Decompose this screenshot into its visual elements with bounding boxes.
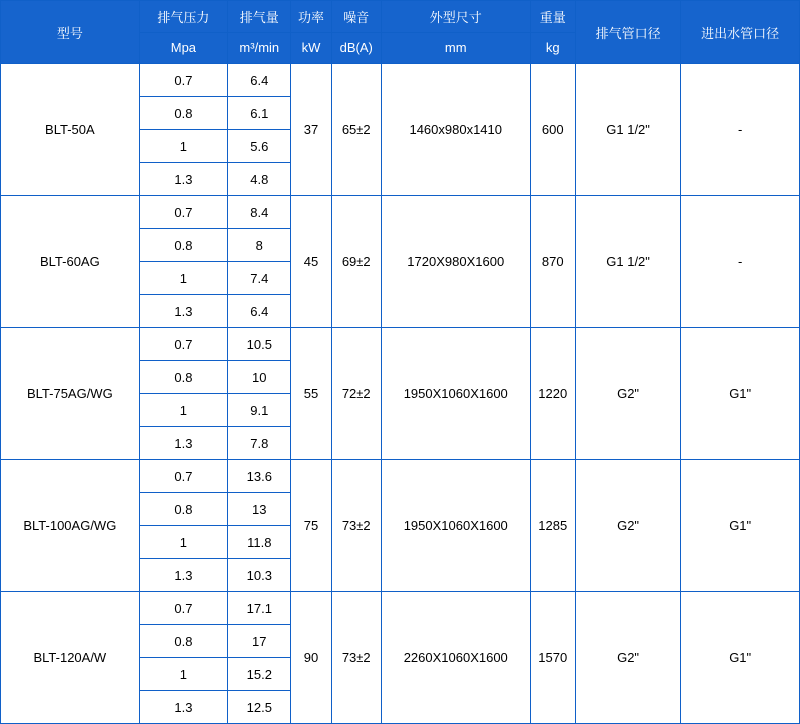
pressure-value: 0.8 xyxy=(139,361,227,394)
pressure-value: 1.3 xyxy=(139,295,227,328)
weight-value: 1570 xyxy=(530,592,575,724)
power-value: 37 xyxy=(291,64,331,196)
dimension-value: 1950X1060X1600 xyxy=(381,328,530,460)
pressure-value: 1 xyxy=(139,526,227,559)
flow-value: 4.8 xyxy=(228,163,291,196)
unit-power: kW xyxy=(291,32,331,64)
flow-value: 10.5 xyxy=(228,328,291,361)
outlet-diameter-value: G2" xyxy=(575,460,681,592)
pressure-value: 0.8 xyxy=(139,493,227,526)
pressure-value: 1.3 xyxy=(139,427,227,460)
power-value: 75 xyxy=(291,460,331,592)
pressure-value: 0.7 xyxy=(139,196,227,229)
flow-value: 6.4 xyxy=(228,64,291,97)
pressure-value: 1 xyxy=(139,130,227,163)
header-flow: 排气量 xyxy=(228,1,291,33)
outlet-diameter-value: G1 1/2" xyxy=(575,196,681,328)
header-power: 功率 xyxy=(291,1,331,33)
flow-value: 7.4 xyxy=(228,262,291,295)
pressure-value: 1 xyxy=(139,262,227,295)
pressure-value: 0.7 xyxy=(139,328,227,361)
noise-value: 65±2 xyxy=(331,64,381,196)
flow-value: 8.4 xyxy=(228,196,291,229)
weight-value: 600 xyxy=(530,64,575,196)
unit-noise: dB(A) xyxy=(331,32,381,64)
power-value: 55 xyxy=(291,328,331,460)
flow-value: 10.3 xyxy=(228,559,291,592)
flow-value: 17 xyxy=(228,625,291,658)
header-outlet-diameter: 排气管口径 xyxy=(575,1,681,64)
flow-value: 10 xyxy=(228,361,291,394)
model-name: BLT-75AG/WG xyxy=(1,328,140,460)
flow-value: 6.4 xyxy=(228,295,291,328)
header-dimension: 外型尺寸 xyxy=(381,1,530,33)
table-row xyxy=(1,64,800,97)
noise-value: 73±2 xyxy=(331,460,381,592)
unit-pressure: Mpa xyxy=(139,32,227,64)
noise-value: 72±2 xyxy=(331,328,381,460)
pressure-value: 0.8 xyxy=(139,229,227,262)
flow-value: 6.1 xyxy=(228,97,291,130)
unit-dimension: mm xyxy=(381,32,530,64)
pressure-value: 0.8 xyxy=(139,625,227,658)
flow-value: 9.1 xyxy=(228,394,291,427)
flow-value: 12.5 xyxy=(228,691,291,724)
flow-value: 17.1 xyxy=(228,592,291,625)
flow-value: 11.8 xyxy=(228,526,291,559)
water-pipe-diameter-value: - xyxy=(681,196,800,328)
pressure-value: 1 xyxy=(139,658,227,691)
header-pressure: 排气压力 xyxy=(139,1,227,33)
dimension-value: 1720X980X1600 xyxy=(381,196,530,328)
flow-value: 8 xyxy=(228,229,291,262)
pressure-value: 1.3 xyxy=(139,691,227,724)
model-name: BLT-120A/W xyxy=(1,592,140,724)
weight-value: 870 xyxy=(530,196,575,328)
dimension-value: 1460x980x1410 xyxy=(381,64,530,196)
outlet-diameter-value: G2" xyxy=(575,328,681,460)
table-header xyxy=(1,1,800,64)
flow-value: 15.2 xyxy=(228,658,291,691)
model-name: BLT-60AG xyxy=(1,196,140,328)
noise-value: 69±2 xyxy=(331,196,381,328)
power-value: 45 xyxy=(291,196,331,328)
header-model: 型号 xyxy=(1,1,140,64)
flow-value: 7.8 xyxy=(228,427,291,460)
pressure-value: 1.3 xyxy=(139,559,227,592)
model-name: BLT-50A xyxy=(1,64,140,196)
pressure-value: 0.8 xyxy=(139,97,227,130)
flow-value: 13.6 xyxy=(228,460,291,493)
table-row xyxy=(1,460,800,493)
outlet-diameter-value: G1 1/2" xyxy=(575,64,681,196)
water-pipe-diameter-value: G1" xyxy=(681,328,800,460)
pressure-value: 0.7 xyxy=(139,460,227,493)
table-row xyxy=(1,592,800,625)
flow-value: 13 xyxy=(228,493,291,526)
table-row xyxy=(1,196,800,229)
power-value: 90 xyxy=(291,592,331,724)
pressure-value: 1 xyxy=(139,394,227,427)
pressure-value: 0.7 xyxy=(139,64,227,97)
pressure-value: 0.7 xyxy=(139,592,227,625)
water-pipe-diameter-value: G1" xyxy=(681,592,800,724)
model-name: BLT-100AG/WG xyxy=(1,460,140,592)
unit-weight: kg xyxy=(530,32,575,64)
weight-value: 1220 xyxy=(530,328,575,460)
water-pipe-diameter-value: G1" xyxy=(681,460,800,592)
flow-value: 5.6 xyxy=(228,130,291,163)
dimension-value: 2260X1060X1600 xyxy=(381,592,530,724)
table-body xyxy=(1,64,800,724)
table-row xyxy=(1,328,800,361)
pressure-value: 1.3 xyxy=(139,163,227,196)
header-weight: 重量 xyxy=(530,1,575,33)
weight-value: 1285 xyxy=(530,460,575,592)
outlet-diameter-value: G2" xyxy=(575,592,681,724)
water-pipe-diameter-value: - xyxy=(681,64,800,196)
noise-value: 73±2 xyxy=(331,592,381,724)
header-water-pipe-diameter: 进出水管口径 xyxy=(681,1,800,64)
header-row-titles xyxy=(1,1,800,33)
dimension-value: 1950X1060X1600 xyxy=(381,460,530,592)
unit-flow: m³/min xyxy=(228,32,291,64)
header-noise: 噪音 xyxy=(331,1,381,33)
